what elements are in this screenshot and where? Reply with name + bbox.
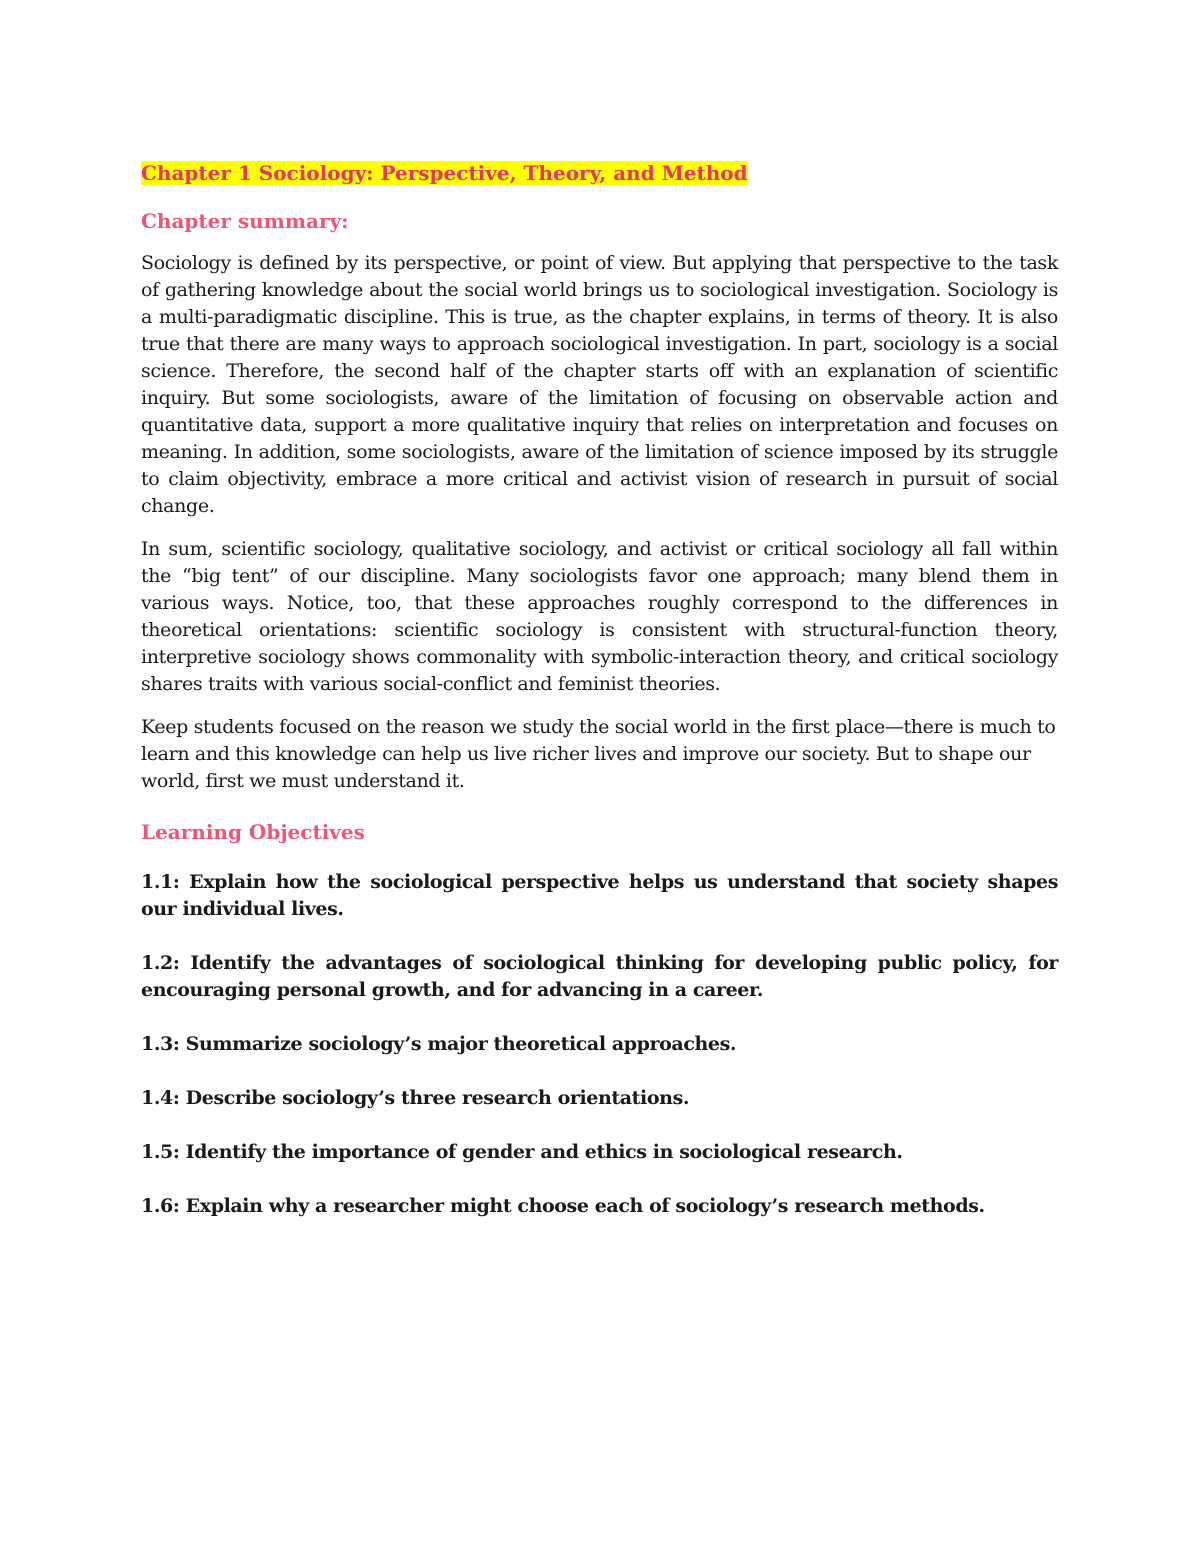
- objective-item: 1.3: Summarize sociology’s major theoretical approaches.: [141, 1033, 737, 1055]
- document-page: [141, 156, 1058, 1247]
- objective-item: 1.6: Explain why a researcher might choose each of sociology’s research methods.: [141, 1195, 985, 1217]
- chapter-title: [141, 156, 1058, 190]
- summary-paragraph: Sociology is defined by its perspective, or point of view. But applying that perspective to the task of gathering knowledge about the social world brings us to sociological investigation. Sociology is a multi-paradigmatic discipline. This is true, as the chapter explains, in terms of theory. It is also true that there are many ways to approach sociological investigation. In part, sociology is a social science. Therefore, the second half of the chapter starts off with an explanation of scientific inquiry. But some sociologists, aware of the limitation of focusing on observable action and quantitative data, support a more qualitative inquiry that relies on interpretation and focuses on meaning. In addition, some sociologists, aware of the limitation of science imposed by its struggle to claim objectivity, embrace a more critical and activist vision of research in pursuit of social change.: [141, 252, 1058, 517]
- objective-item: 1.5: Identify the importance of gender and ethics in sociological research.: [141, 1141, 903, 1163]
- objective-item: 1.2: Identify the advantages of sociological thinking for developing public policy, for encouraging personal growth, and for advancing in a career.: [141, 952, 1058, 1001]
- summary-paragraph: Keep students focused on the reason we study the social world in the first place—there is much to learn and this knowledge can help us live richer lives and improve our society. But to shape our world, first we must understand it.: [141, 716, 1056, 792]
- summary-paragraph: In sum, scientific sociology, qualitative sociology, and activist or critical sociology all fall within the “big tent” of our discipline. Many sociologists favor one approach; many blend them in various ways. Notice, too, that these approaches roughly correspond to the differences in theoretical orientations: scientific sociology is consistent with structural-function theory, interpretive sociology shows commonality with symbolic-interaction theory, and critical sociology shares traits with various social-conflict and feminist theories.: [141, 538, 1058, 695]
- objectives-heading: Learning Objectives: [141, 820, 365, 844]
- chapter-title-text: Chapter 1 Sociology: Perspective, Theory, and Method: [141, 161, 748, 185]
- objective-item: 1.1: Explain how the sociological perspective helps us understand that society shapes our individual lives.: [141, 871, 1058, 920]
- summary-heading: Chapter summary:: [141, 209, 349, 233]
- objective-item: 1.4: Describe sociology’s three research orientations.: [141, 1087, 690, 1109]
